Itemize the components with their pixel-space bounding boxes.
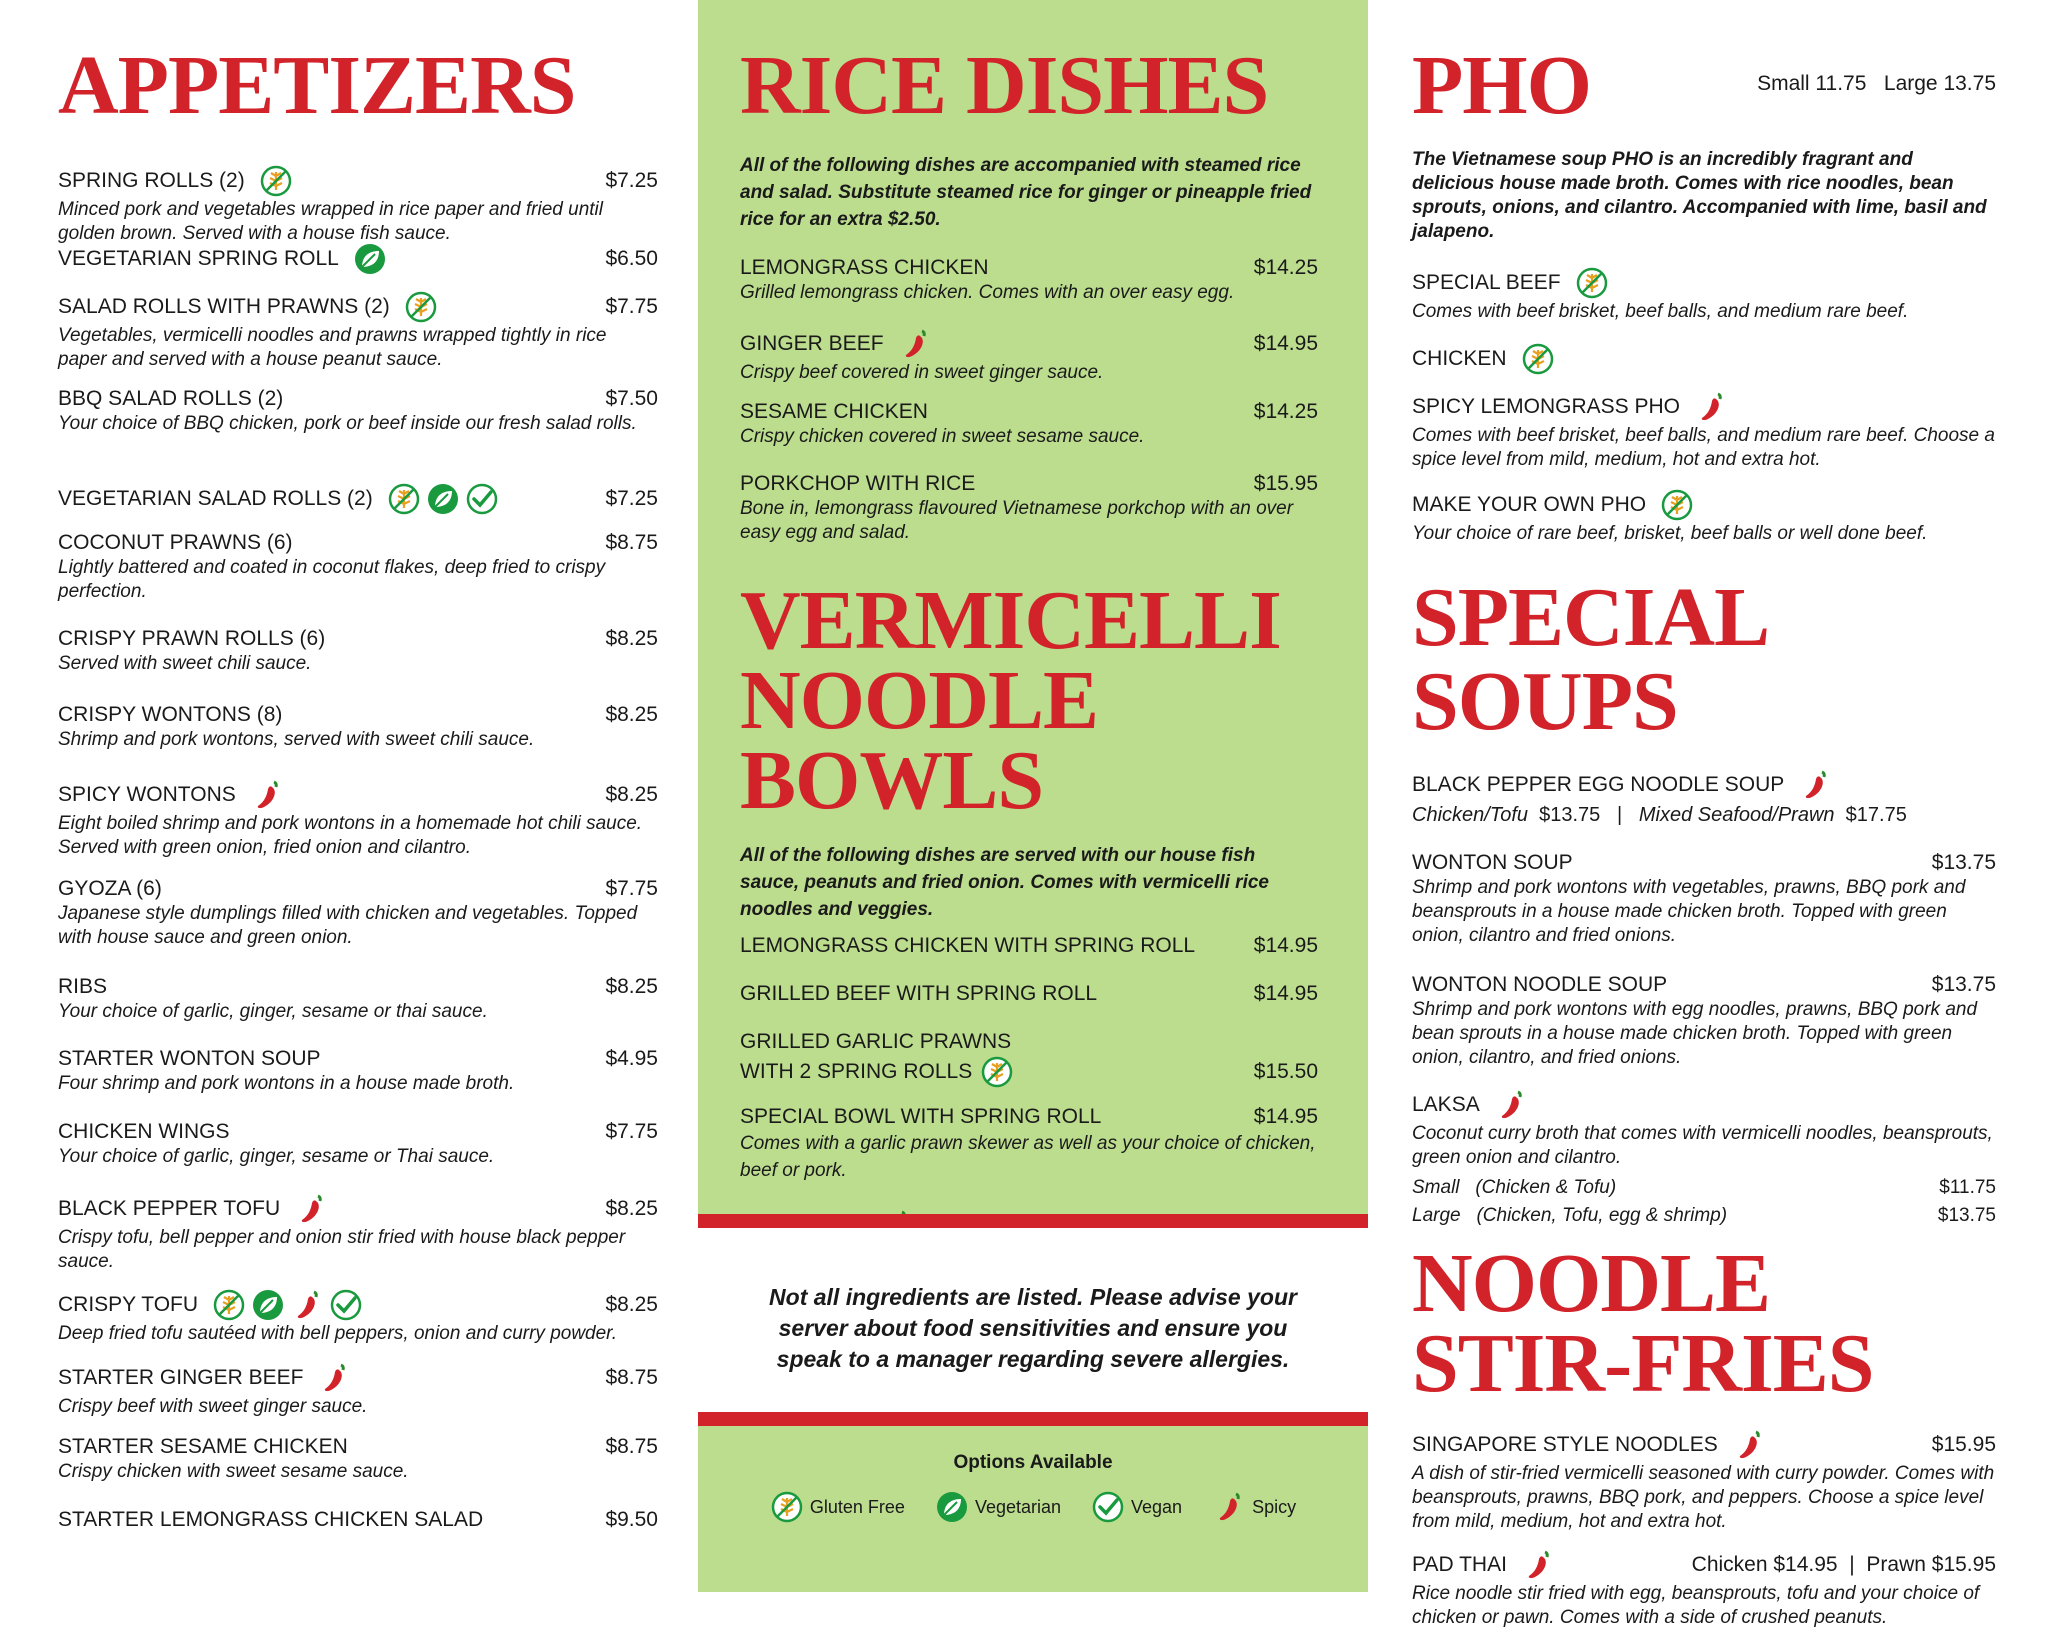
menu-item: [1412, 1548, 1996, 1648]
menu-item: [58, 1507, 658, 1537]
item-price: $8.25: [605, 1197, 658, 1220]
menu-item: [58, 1288, 658, 1361]
option-chicken-tofu: Chicken/Tofu: [1412, 804, 1528, 826]
item-price: $8.25: [605, 703, 658, 726]
size-price: $13.75: [1937, 1205, 1996, 1226]
legend-vegetarian: [935, 1490, 1061, 1524]
appetizer-list: [58, 164, 658, 1537]
middle-column: [698, 0, 1368, 1592]
item-price: $6.50: [605, 247, 658, 270]
item-name: BLACK PEPPER EGG NOODLE SOUP: [1412, 773, 1785, 796]
gluten-free-icon: [212, 1288, 246, 1322]
item-name: SPRING ROLLS (2): [58, 169, 245, 192]
vegan-icon: [465, 482, 499, 516]
gluten-free-icon: [1575, 266, 1609, 300]
right-column: [1368, 0, 2048, 1628]
item-description: Eight boiled shrimp and pork wontons in a homemade hot chili sauce. Served with green onion, fried onion and cilantro.: [58, 813, 643, 858]
item-price: $7.75: [605, 877, 658, 900]
size-label: Small: [1412, 1177, 1460, 1198]
item-name: STARTER SESAME CHICKEN: [58, 1435, 348, 1458]
item-description: Minced pork and vegetables wrapped in rice paper and fried until golden brown. Served with a house fish sauce.: [58, 199, 603, 244]
item-description: A dish of stir-fried vermicelli seasoned with curry powder. Comes with beansprouts, prawns, BBQ pork, and peppers. Choose a spice level from mild, medium, hot and extra hot.: [1412, 1462, 1995, 1532]
item-price-options: [1692, 1552, 1996, 1578]
item-name: BLACK PEPPER TOFU: [58, 1197, 281, 1220]
rice-dishes-title: RICE DISHES: [740, 39, 1269, 132]
pho-intro: The Vietnamese soup PHO is an incredibly fragrant and delicious house made broth. Comes with rice noodles, bean sprouts, onions, and cilantro. Accompanied with lime, basil and jalapeno.: [1412, 149, 1987, 242]
pho-title: PHO: [1412, 39, 1591, 132]
menu-item: [740, 981, 1318, 1029]
vegan-icon: [329, 1288, 363, 1322]
menu-item: [58, 386, 658, 482]
menu-item: [58, 876, 658, 974]
rice-intro: All of the following dishes are accompanied with steamed rice and salad. Substitute steamed rice for ginger or pineapple fried rice for an extra $2.50.: [740, 155, 1312, 230]
item-name: BBQ SALAD ROLLS (2): [58, 387, 284, 410]
size-option: (Chicken & Tofu): [1475, 1177, 1617, 1198]
item-name: VEGETARIAN SALAD ROLLS (2): [58, 487, 373, 510]
item-description: Crispy tofu, bell pepper and onion stir fried with house black pepper sauce.: [58, 1227, 626, 1272]
item-description: Deep fried tofu sautéed with bell peppers, onion and curry powder.: [58, 1323, 618, 1344]
vermicelli-title-line2: NOODLE BOWLS: [740, 653, 1099, 827]
legend-gluten-free-label: Gluten Free: [809, 1496, 905, 1517]
laksa-large-row: [1412, 1202, 1996, 1230]
item-description: Rice noodle stir fried with egg, beansprouts, tofu and your choice of chicken or pawn. Comes with a side of crushed peanuts.: [1412, 1582, 1980, 1628]
stirfries-title-line1: NOODLE: [1412, 1237, 1771, 1330]
size-price: $11.75: [1939, 1177, 1996, 1198]
gluten-free-icon: [259, 164, 293, 198]
spicy-icon: [1798, 768, 1832, 802]
vermicelli-title: [740, 574, 1318, 827]
stirfries-list: [1412, 1428, 1996, 1648]
vermicelli-intro: All of the following dishes are served with our house fish sauce, peanuts and fried onion. Comes with vermicelli rice noodles and veggies.: [740, 845, 1269, 921]
item-price: $8.25: [605, 627, 658, 650]
menu-item: [1412, 342, 1996, 390]
menu-item: [58, 290, 658, 386]
item-name: WONTON NOODLE SOUP: [1412, 973, 1668, 996]
item-name: SPICY WONTONS: [58, 783, 236, 806]
item-price: $8.25: [605, 1293, 658, 1316]
item-description: Comes with beef brisket, beef balls, and medium rare beef.: [1412, 301, 1909, 322]
item-description: Comes with a garlic prawn skewer as well as your choice of chicken, beef or pork.: [740, 1133, 1316, 1182]
gluten-free-icon: [980, 1055, 1014, 1089]
item-price: $8.25: [605, 783, 658, 806]
gluten-free-icon: [770, 1490, 804, 1524]
vegetarian-icon: [426, 482, 460, 516]
spicy-icon: [1521, 1548, 1555, 1582]
item-description: Your choice of garlic, ginger, sesame or Thai sauce.: [58, 1146, 495, 1167]
stirfries-title-line2: STIR-FRIES: [1412, 1316, 1874, 1410]
item-price: $15.50: [1253, 1060, 1318, 1084]
menu-item: [58, 1434, 658, 1507]
item-price: $7.50: [605, 387, 658, 410]
option-separator: |: [1616, 804, 1623, 826]
menu-item: [1412, 850, 1996, 972]
menu-item: [1412, 390, 1996, 488]
item-price: $14.25: [1253, 400, 1318, 423]
menu-item: [740, 327, 1318, 399]
item-description: Shrimp and pork wontons with egg noodles, prawns, BBQ pork and bean sprouts in a house made chicken broth. Topped with green onion, cilantro, and fried onions.: [1412, 999, 1978, 1068]
item-name: LEMONGRASS CHICKEN: [740, 256, 989, 279]
item-name: WONTON SOUP: [1412, 851, 1573, 874]
item-name: CRISPY PRAWN ROLLS (6): [58, 627, 326, 650]
laksa-small-row: [1412, 1174, 1996, 1202]
item-price: $14.95: [1253, 934, 1318, 958]
item-name: GRILLED GARLIC PRAWNS: [740, 1030, 1012, 1054]
item-name: GRILLED BEEF WITH SPRING ROLL: [740, 982, 1098, 1006]
legend-vegetarian-label: Vegetarian: [974, 1496, 1062, 1517]
item-name: CRISPY WONTONS (8): [58, 703, 283, 726]
item-name: SESAME CHICKEN: [740, 400, 928, 423]
item-price: $14.25: [1253, 256, 1318, 279]
menu-item: [58, 1192, 658, 1288]
menu-item: [740, 1029, 1318, 1104]
appetizers-column: [0, 0, 698, 1592]
menu-item: [1412, 1088, 1996, 1234]
item-name: PORKCHOP WITH RICE: [740, 472, 976, 495]
menu-item: [1412, 488, 1996, 564]
item-name: STARTER WONTON SOUP: [58, 1047, 321, 1070]
item-description: Served with sweet chili sauce.: [58, 653, 312, 674]
noodle-stir-fries-title: [1412, 1237, 1996, 1410]
item-description: Grilled lemongrass chicken. Comes with an over easy egg.: [740, 282, 1235, 303]
item-description: Bone in, lemongrass flavoured Vietnamese porkchop with an over easy egg and salad.: [740, 498, 1294, 543]
red-divider-bottom: [698, 1412, 1368, 1426]
legend-spicy-label: Spicy: [1252, 1496, 1297, 1517]
menu-item: [1412, 768, 1996, 850]
gluten-free-icon: [404, 290, 438, 324]
menu-item: [740, 1104, 1318, 1208]
item-name: SPECIAL BEEF: [1412, 271, 1561, 294]
item-price: $8.75: [605, 1435, 658, 1458]
item-name: CHICKEN: [1412, 347, 1507, 370]
item-name: COCONUT PRAWNS (6): [58, 531, 293, 554]
menu-item: [58, 482, 658, 530]
menu-item: [58, 974, 658, 1046]
item-name: RIBS: [58, 975, 108, 998]
item-name: STARTER LEMONGRASS CHICKEN SALAD: [58, 1508, 484, 1531]
menu-item: [740, 933, 1318, 981]
item-price: $7.25: [605, 487, 658, 510]
pho-list: [1412, 266, 1996, 564]
gluten-free-icon: [1521, 342, 1555, 376]
menu-item: [1412, 972, 1996, 1088]
item-price: $8.75: [605, 531, 658, 554]
allergy-notice-line2: server about food sensitivities and ensure you: [778, 1315, 1288, 1341]
spicy-icon: [317, 1361, 351, 1395]
legend-vegan-label: Vegan: [1131, 1496, 1183, 1517]
option-chicken: Chicken $14.95: [1691, 1552, 1838, 1576]
item-description: Crispy chicken covered in sweet sesame sauce.: [740, 426, 1145, 447]
menu-item: [58, 1361, 658, 1434]
menu-item: [1412, 1428, 1996, 1548]
pho-header: [1412, 39, 1996, 132]
spicy-icon: [1732, 1428, 1766, 1462]
rice-list: [740, 255, 1318, 571]
item-description: Japanese style dumplings filled with chicken and vegetables. Topped with house sauce and green onion.: [58, 903, 638, 948]
option-separator: |: [1849, 1552, 1855, 1576]
legend-row: [698, 1490, 1368, 1524]
gluten-free-icon: [1660, 488, 1694, 522]
menu-item: [58, 164, 658, 242]
menu-item: [740, 255, 1318, 327]
legend-spicy: [1212, 1490, 1296, 1524]
option-seafood-prawn-price: $17.75: [1845, 804, 1907, 826]
allergy-notice-line3: speak to a manager regarding severe allergies.: [776, 1346, 1290, 1372]
item-price: $7.75: [605, 295, 658, 318]
spicy-icon: [1694, 390, 1728, 424]
item-name: STARTER GINGER BEEF: [58, 1366, 304, 1389]
item-description: Crispy beef with sweet ginger sauce.: [58, 1396, 368, 1417]
menu-item: [58, 242, 658, 290]
item-price: $9.50: [605, 1508, 658, 1531]
spicy-icon: [1212, 1490, 1246, 1524]
menu-item: [58, 530, 658, 626]
option-prawn: Prawn $15.95: [1866, 1552, 1996, 1576]
spicy-icon: [250, 778, 284, 812]
appetizers-title: APPETIZERS: [58, 39, 576, 132]
vegan-icon: [1091, 1490, 1125, 1524]
item-description: Vegetables, vermicelli noodles and prawns wrapped tightly in rice paper and served with a house peanut sauce.: [58, 325, 607, 370]
red-divider-top: [698, 1214, 1368, 1228]
options-legend: [698, 1452, 1368, 1524]
item-name: LEMONGRASS CHICKEN WITH SPRING ROLL: [740, 934, 1196, 958]
spicy-icon: [290, 1288, 324, 1322]
item-description: Shrimp and pork wontons, served with sweet chili sauce.: [58, 729, 535, 750]
item-description: Crispy beef covered in sweet ginger sauce.: [740, 362, 1104, 383]
menu-item: [740, 399, 1318, 471]
item-price: $14.95: [1253, 1105, 1318, 1129]
vegetarian-icon: [353, 242, 387, 276]
item-name: SPECIAL BOWL WITH SPRING ROLL: [740, 1105, 1102, 1129]
item-name: SALAD ROLLS WITH PRAWNS (2): [58, 295, 390, 318]
item-price: $8.75: [605, 1366, 658, 1389]
menu-item: [1412, 266, 1996, 342]
menu-item: [740, 471, 1318, 571]
menu-item: [58, 778, 658, 876]
item-price: $7.25: [605, 169, 658, 192]
item-name: GINGER BEEF: [740, 332, 884, 355]
option-seafood-prawn: Mixed Seafood/Prawn: [1638, 804, 1835, 826]
item-description: Your choice of BBQ chicken, pork or beef inside our fresh salad rolls.: [58, 413, 637, 434]
vermicelli-title-line1: VERMICELLI: [740, 574, 1281, 667]
legend-vegan: [1091, 1490, 1182, 1524]
item-description: Your choice of rare beef, brisket, beef balls or well done beef.: [1412, 523, 1928, 544]
item-description: Your choice of garlic, ginger, sesame or thai sauce.: [58, 1001, 488, 1022]
item-name: CHICKEN WINGS: [58, 1120, 230, 1143]
gluten-free-icon: [387, 482, 421, 516]
item-name: MAKE YOUR OWN PHO: [1412, 493, 1647, 516]
special-soups-title: SPECIAL SOUPS: [1412, 571, 1765, 748]
spicy-icon: [898, 327, 932, 361]
item-description: Crispy chicken with sweet sesame sauce.: [58, 1461, 409, 1482]
item-price: $15.95: [1931, 1432, 1996, 1456]
item-description: Lightly battered and coated in coconut flakes, deep fried to crispy perfection.: [58, 557, 606, 602]
vegetarian-icon: [935, 1490, 969, 1524]
item-price: $13.75: [1931, 973, 1996, 996]
size-label: Large: [1412, 1205, 1461, 1226]
item-price: $14.95: [1253, 982, 1318, 1006]
item-price: $15.95: [1253, 472, 1318, 495]
option-chicken-tofu-price: $13.75: [1539, 804, 1601, 826]
legend-title: Options Available: [953, 1452, 1113, 1473]
menu-item: [58, 626, 658, 702]
item-name: PAD THAI: [1412, 1552, 1507, 1576]
item-name: VEGETARIAN SPRING ROLL: [58, 247, 339, 270]
menu-item: [58, 1119, 658, 1192]
item-name: GYOZA (6): [58, 877, 162, 900]
item-price: $13.75: [1931, 851, 1996, 874]
item-description: Shrimp and pork wontons with vegetables, prawns, BBQ pork and beansprouts in a house made chicken broth. Topped with green onion, cilantro and fried onions.: [1412, 877, 1966, 946]
item-name-line2: WITH 2 SPRING ROLLS: [740, 1060, 973, 1084]
item-name: SINGAPORE STYLE NOODLES: [1412, 1432, 1718, 1456]
item-description: Coconut curry broth that comes with vermicelli noodles, beansprouts, green onion and cilantro.: [1412, 1123, 1993, 1168]
item-description: Comes with beef brisket, beef balls, and medium rare beef. Choose a spice level from mild, medium, hot and extra hot.: [1412, 425, 1995, 470]
soups-list: [1412, 768, 1996, 1234]
menu-item: [58, 702, 658, 778]
menu-item: [58, 1046, 658, 1119]
spicy-icon: [1494, 1088, 1528, 1122]
legend-gluten-free: [770, 1490, 905, 1524]
item-options: [1412, 804, 1996, 827]
item-price: $14.95: [1253, 332, 1318, 355]
item-name: CRISPY TOFU: [58, 1293, 199, 1316]
item-price: $7.75: [605, 1120, 658, 1143]
vegetarian-icon: [251, 1288, 285, 1322]
spicy-icon: [294, 1192, 328, 1226]
item-price: $8.25: [605, 975, 658, 998]
pho-sizes: Small 11.75 Large 13.75: [1757, 72, 1996, 95]
item-name: SPICY LEMONGRASS PHO: [1412, 395, 1681, 418]
allergy-notice-line1: Not all ingredients are listed. Please advise your: [769, 1284, 1297, 1310]
item-name: LAKSA: [1412, 1093, 1480, 1116]
item-price: $4.95: [605, 1047, 658, 1070]
allergy-notice: [698, 1228, 1368, 1412]
item-description: Four shrimp and pork wontons in a house made broth.: [58, 1073, 515, 1094]
size-option: (Chicken, Tofu, egg & shrimp): [1476, 1205, 1728, 1226]
